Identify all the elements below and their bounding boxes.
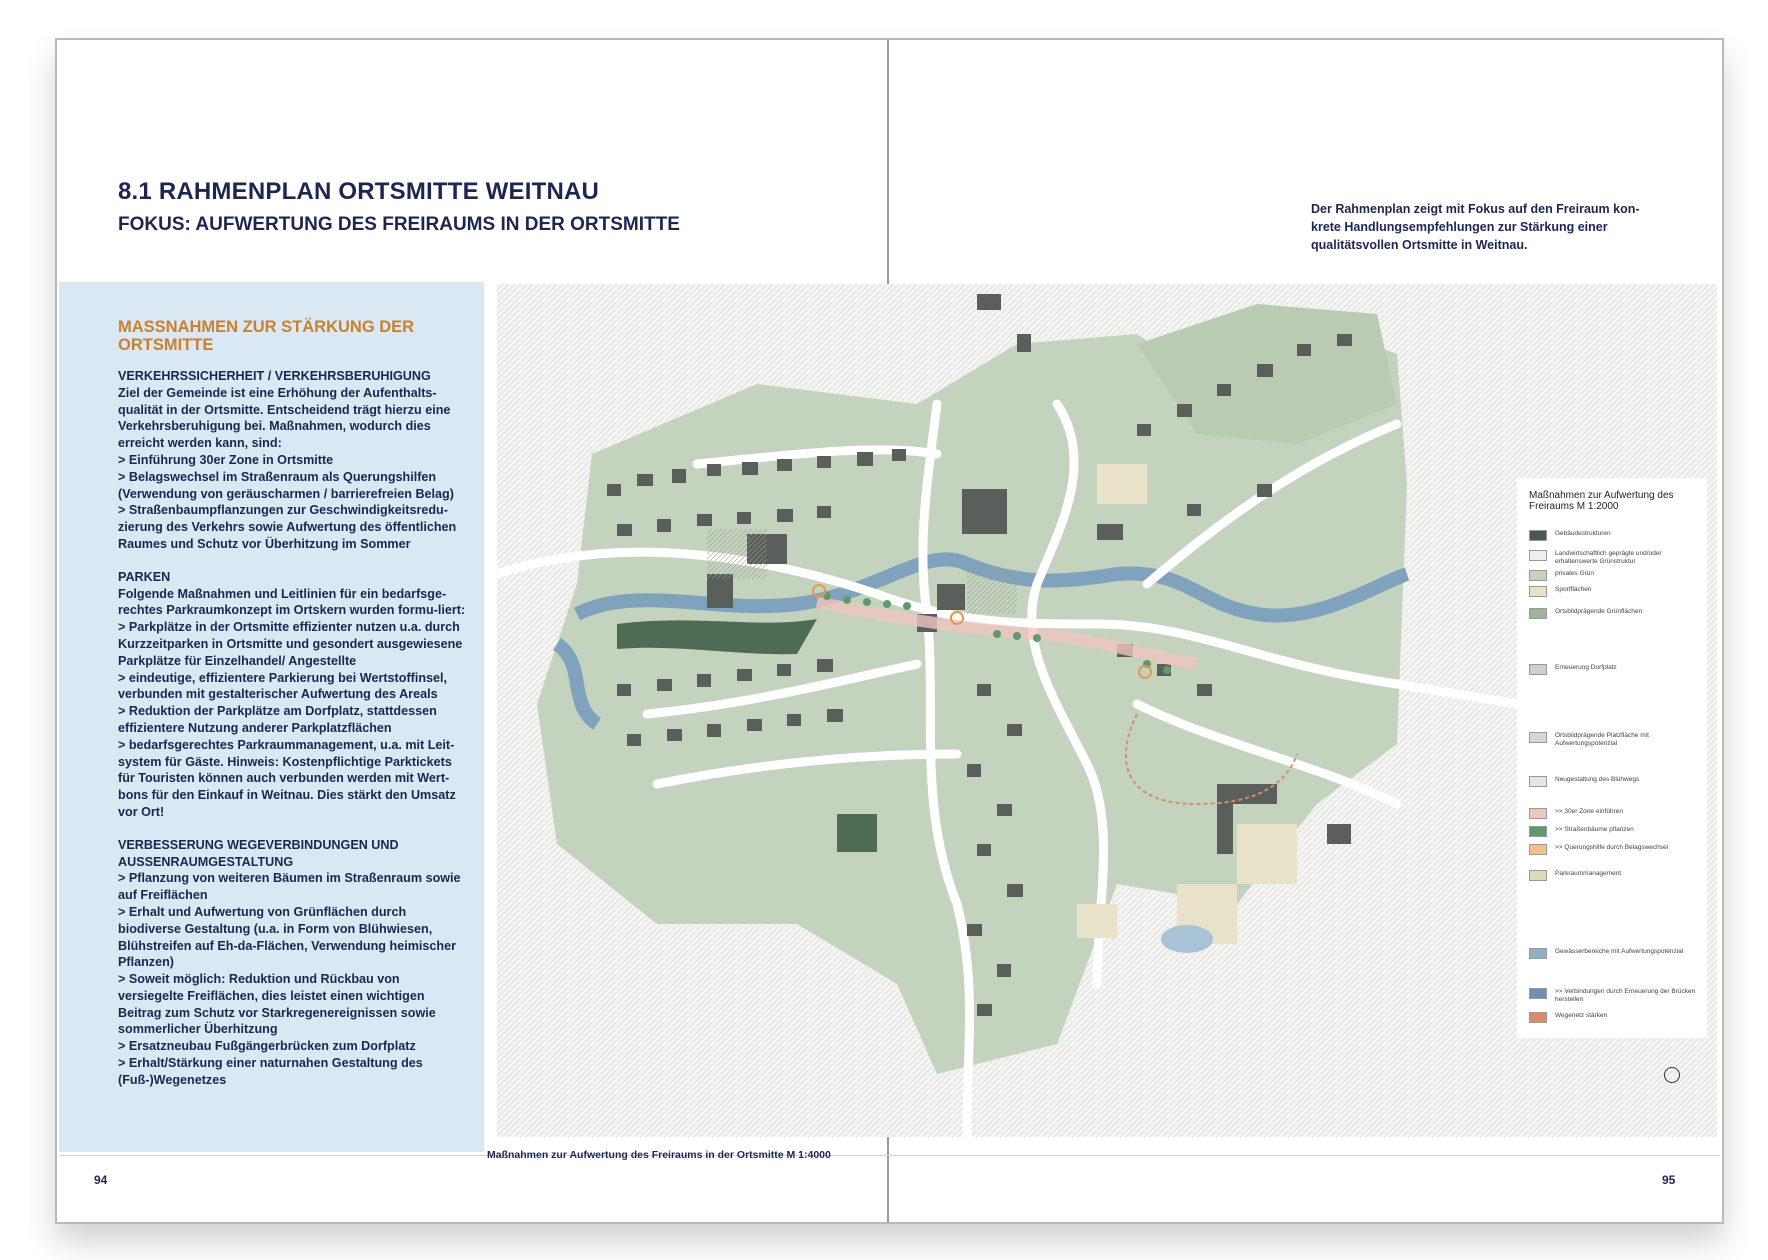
list-item: > Parkplätze in der Ortsmitte effizienter nutzen u.a. durch Kurzzeitparken in Ortsmitte und gesondert ausgewiesene Parkplätze für Einzelhandel/ Angestellte	[118, 620, 463, 668]
intro-text: Der Rahmenplan zeigt mit Fokus auf den Freiraum kon-krete Handlungsempfehlungen zur Stärkung einer qualitätsvollen Ortsmitte in Weitnau.	[1311, 202, 1640, 252]
sidebar-heading: MASSNAHMEN ZUR STÄRKUNG DER ORTSMITTE	[118, 318, 415, 354]
legend-item	[1529, 826, 1704, 837]
legend-label: Gebäudestrukturen	[1555, 530, 1611, 537]
legend-swatch	[1529, 608, 1547, 619]
legend-item	[1529, 550, 1704, 566]
list-item: > Reduktion der Parkplätze am Dorfplatz, stattdessen effizientere Nutzung anderer Parkplatzflächen	[118, 704, 437, 735]
legend-label: Neugestaltung des Blühwegs	[1555, 776, 1640, 783]
site-plan-map	[497, 284, 1717, 1137]
legend-item	[1529, 948, 1704, 959]
legend-swatch	[1529, 550, 1547, 561]
legend-label: Sportflächen	[1555, 586, 1592, 593]
legend-label: >> 30er Zone einführen	[1555, 808, 1623, 815]
page-number-left: 94	[94, 1173, 108, 1187]
section-title: VERBESSERUNG WEGEVERBINDUNGEN UND AUSSENRAUMGESTALTUNG	[118, 837, 399, 869]
section-list	[118, 619, 468, 821]
legend-item	[1529, 664, 1704, 675]
legend-item	[1529, 586, 1704, 597]
list-item: > Einführung 30er Zone in Ortsmitte	[118, 452, 334, 467]
legend-item	[1529, 870, 1704, 881]
legend-swatch	[1529, 570, 1547, 581]
list-item: > eindeutige, effizientere Parkierung bei Wertstoffinsel, verbunden mit gestalterischer Aufwertung des Areals	[118, 670, 448, 702]
legend-item	[1529, 732, 1704, 748]
legend-swatch	[1529, 1012, 1547, 1023]
map-legend	[1517, 478, 1707, 1038]
sidebar-content	[118, 318, 468, 1089]
map-caption: Maßnahmen zur Aufwertung des Freiraums in der Ortsmitte M 1:4000	[487, 1149, 831, 1161]
section-parking	[118, 569, 468, 821]
legend-swatch	[1529, 776, 1547, 787]
legend-label: >> Straßenbäume pflanzen	[1555, 826, 1634, 833]
legend-item	[1529, 608, 1704, 619]
list-item: > bedarfsgerechtes Parkraummanagement, u.a. mit Leit-system für Gäste. Hinweis: Kostenpflichtige Parktickets für Touristen können auch verbunden werden mit Wert-bons für den Einkauf in Weitnau. Dies stärkt den Umsatz vor Ort!	[118, 737, 456, 819]
legend-label: Gewässerbereiche mit Aufwertungspotenzial	[1555, 948, 1684, 955]
legend-item	[1529, 776, 1704, 787]
footer-divider	[59, 1155, 1720, 1156]
section-text: Folgende Maßnahmen und Leitlinien für ein bedarfsge-rechtes Parkraumkonzept im Ortskern wurden formu-liert:	[118, 586, 466, 618]
legend-swatch	[1529, 870, 1547, 881]
section-list	[118, 870, 468, 1088]
list-item: > Straßenbaumpflanzungen zur Geschwindigkeitsredu-zierung des Verkehrs sowie Aufwertung des öffentlichen Raumes und Schutz vor Überhitzung im Sommer	[118, 503, 457, 551]
legend-label: Landwirtschaftlich geprägte und/oder erhaltenswerte Grünstruktur	[1555, 550, 1662, 565]
legend-item	[1529, 844, 1704, 855]
legend-swatch	[1529, 844, 1547, 855]
legend-swatch	[1529, 826, 1547, 837]
legend-label: Erneuerung Dorfplatz	[1555, 664, 1617, 671]
legend-label: Wegenetz stärken	[1555, 1012, 1608, 1019]
legend-item	[1529, 530, 1704, 541]
legend-label: Ortsbildprägende Grünflächen	[1555, 608, 1643, 615]
section-title: PARKEN	[118, 569, 171, 584]
section-traffic	[118, 368, 468, 553]
document-spread	[55, 38, 1724, 1224]
section-list	[118, 452, 468, 553]
legend-label: Ortsbildprägende Platzfläche mit Aufwertungspotenzial	[1555, 732, 1649, 747]
legend-swatch	[1529, 530, 1547, 541]
legend-swatch	[1529, 586, 1547, 597]
legend-item	[1529, 1012, 1704, 1023]
north-arrow-icon	[1664, 1067, 1680, 1083]
list-item: > Soweit möglich: Reduktion und Rückbau von versiegelte Freiflächen, dies leistet einen wichtigen Beitrag zum Schutz vor Starkregenereignissen sowie sommerlicher Überhitzung	[118, 972, 436, 1037]
legend-swatch	[1529, 664, 1547, 675]
legend-label: >> Querungshilfe durch Belagswechsel	[1555, 844, 1669, 851]
sidebar-panel	[59, 282, 484, 1152]
list-item: > Ersatzneubau Fußgängerbrücken zum Dorfplatz	[118, 1039, 416, 1054]
page-title: 8.1 RAHMENPLAN ORTSMITTE WEITNAU	[118, 178, 600, 205]
legend-swatch	[1529, 808, 1547, 819]
legend-item	[1529, 808, 1704, 819]
legend-title: Maßnahmen zur Aufwertung des Freiraums M 1:2000	[1529, 490, 1674, 512]
section-paths	[118, 837, 468, 1089]
legend-swatch	[1529, 732, 1547, 743]
legend-item	[1529, 570, 1704, 581]
legend-swatch	[1529, 948, 1547, 959]
list-item: > Pflanzung von weiteren Bäumen im Straßenraum sowie auf Freiflächen	[118, 871, 461, 903]
list-item: > Erhalt und Aufwertung von Grünflächen durch biodiverse Gestaltung (u.a. in Form von Blühwiesen, Blühstreifen auf Eh-da-Flächen, Verwendung heimischer Pflanzen)	[118, 904, 456, 970]
section-text: Ziel der Gemeinde ist eine Erhöhung der Aufenthalts-qualität in der Ortsmitte. Entscheidend trägt hierzu eine Verkehrsberuhigung bei. Maßnahmen, wodurch dies erreicht werden kann, sind:	[118, 385, 451, 451]
page-number-right: 95	[1662, 1173, 1676, 1187]
legend-label: Parkraummanagement	[1555, 870, 1622, 877]
list-item: > Belagswechsel im Straßenraum als Querungshilfen (Verwendung von geräuscharmen / barrierefreien Belag)	[118, 469, 454, 501]
legend-label: >> Verbindungen durch Erneuerung der Brücken herstellen	[1555, 988, 1696, 1003]
page-subtitle: FOKUS: AUFWERTUNG DES FREIRAUMS IN DER ORTSMITTE	[118, 214, 680, 235]
legend-swatch	[1529, 988, 1547, 999]
list-item: > Erhalt/Stärkung einer naturnahen Gestaltung des (Fuß-)Wegenetzes	[118, 1056, 423, 1087]
legend-item	[1529, 988, 1704, 1004]
legend-label: privates Grün	[1555, 570, 1595, 577]
section-title: VERKEHRSSICHERHEIT / VERKEHRSBERUHIGUNG	[118, 369, 431, 383]
